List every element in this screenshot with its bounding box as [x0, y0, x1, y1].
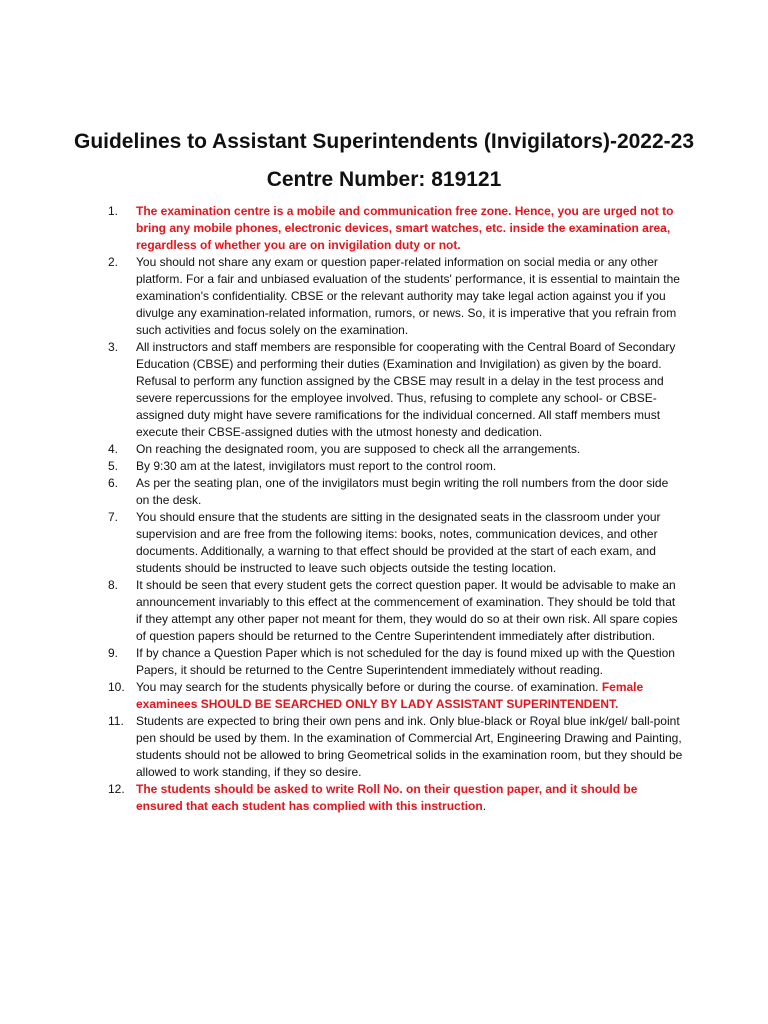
item-text: Students are expected to bring their own pens and ink. Only blue-black or Royal blue ink/gel/ ball-point pen should be used by them. In the examination of Commercial Art, Engineering Drawing and Painting, students should not be allowed to bring Geometrical solids in the examination room, but they should be allowed to work standing, if they so desire.: [136, 714, 683, 779]
list-item-number: 3.: [108, 340, 119, 354]
list-item-number: 9.: [108, 646, 119, 660]
list-item-number: 4.: [108, 442, 119, 456]
list-item-text: [136, 339, 684, 441]
item-text: You should ensure that the students are sitting in the designated seats in the classroom under your supervision and are free from the following items: books, notes, communication devices, and other documents. Additionally, a warning to that effect should be provided at the start of each exam, and students should be instructed to leave such objects outside the testing location.: [136, 510, 661, 575]
list-item-text: [136, 203, 684, 254]
list-item-number: 12.: [108, 782, 125, 796]
list-item-number: 11.: [108, 714, 124, 728]
list-item-text: [136, 679, 684, 713]
item-trail: .: [482, 799, 487, 813]
item-text: All instructors and staff members are responsible for cooperating with the Central Board of Secondary Education (CBSE) and performing their duties (Examination and Invigilation) as given by the board. Refusal to perform any function assigned by the CBSE may result in a delay in the test process and severe repercussions for the employee involved. Thus, refusing to complete any school- or CBSE-assigned duty might have severe ramifications for the individual concerned. All staff members must execute their CBSE-assigned duties with the utmost honesty and dedication.: [136, 340, 676, 439]
list-item: [108, 509, 684, 577]
list-item-number: 10.: [108, 680, 125, 694]
list-item-number: 6.: [108, 476, 119, 490]
list-item: [108, 713, 684, 781]
item-text: As per the seating plan, one of the invigilators must begin writing the roll numbers from the door side on the desk.: [136, 476, 669, 507]
item-text: On reaching the designated room, you are supposed to check all the arrangements.: [136, 442, 581, 456]
list-item: [108, 441, 684, 458]
list-item-text: [136, 645, 684, 679]
list-item-text: [136, 441, 684, 458]
list-item: [108, 203, 684, 254]
list-item: [108, 458, 684, 475]
item-highlight: The students should be asked to write Roll No. on their question paper, and it should be ensured that each student has complied with this instruction: [136, 782, 638, 813]
list-item-text: [136, 509, 684, 577]
item-text: You may search for the students physically before or during the course. of examination.: [136, 680, 602, 694]
list-item-number: 2.: [108, 255, 119, 269]
list-item: [108, 254, 684, 339]
item-text: By 9:30 am at the latest, invigilators must report to the control room.: [136, 459, 497, 473]
list-item: [108, 577, 684, 645]
list-item-text: [136, 781, 684, 815]
list-item-text: [136, 577, 684, 645]
item-text: If by chance a Question Paper which is not scheduled for the day is found mixed up with the Question Papers, it should be returned to the Centre Superintendent immediately without reading.: [136, 646, 675, 677]
list-item-number: 1.: [108, 204, 119, 218]
list-item-number: 7.: [108, 510, 119, 524]
list-item-number: 8.: [108, 578, 119, 592]
list-item-text: [136, 713, 684, 781]
item-highlight: Female examinees SHOULD BE SEARCHED ONLY BY LADY ASSISTANT SUPERINTENDENT.: [136, 680, 644, 711]
list-item-text: [136, 254, 684, 339]
list-item-text: [136, 458, 684, 475]
list-item-text: [136, 475, 684, 509]
item-highlight: The examination centre is a mobile and communication free zone. Hence, you are urged not to bring any mobile phones, electronic devices, smart watches, etc. inside the examination area, regardless of whether you are on invigilation duty or not.: [136, 204, 674, 252]
document-title: Guidelines to Assistant Superintendents (Invigilators)-2022-23: [73, 130, 695, 153]
guidelines-list: [108, 203, 684, 815]
list-item: [108, 339, 684, 441]
list-item: [108, 679, 684, 713]
item-text: It should be seen that every student gets the correct question paper. It would be advisable to make an announcement invariably to this effect at the commencement of examination. They should be told that if they attempt any other paper not meant for them, they would do so at their own risk. All spare copies of question papers should be returned to the Centre Superintendent immediately after distribution.: [136, 578, 678, 643]
centre-number: Centre Number: 819121: [266, 168, 502, 191]
list-item: [108, 645, 684, 679]
list-item: [108, 781, 684, 815]
list-item: [108, 475, 684, 509]
list-item-number: 5.: [108, 459, 119, 473]
item-text: You should not share any exam or question paper-related information on social media or any other platform. For a fair and unbiased evaluation of the students' performance, it is essential to maintain the examination's confidentiality. CBSE or the relevant authority may take legal action against you if you divulge any examination-related information, rumors, or news. So, it is imperative that you refrain from such activities and focus solely on the examination.: [136, 255, 680, 337]
